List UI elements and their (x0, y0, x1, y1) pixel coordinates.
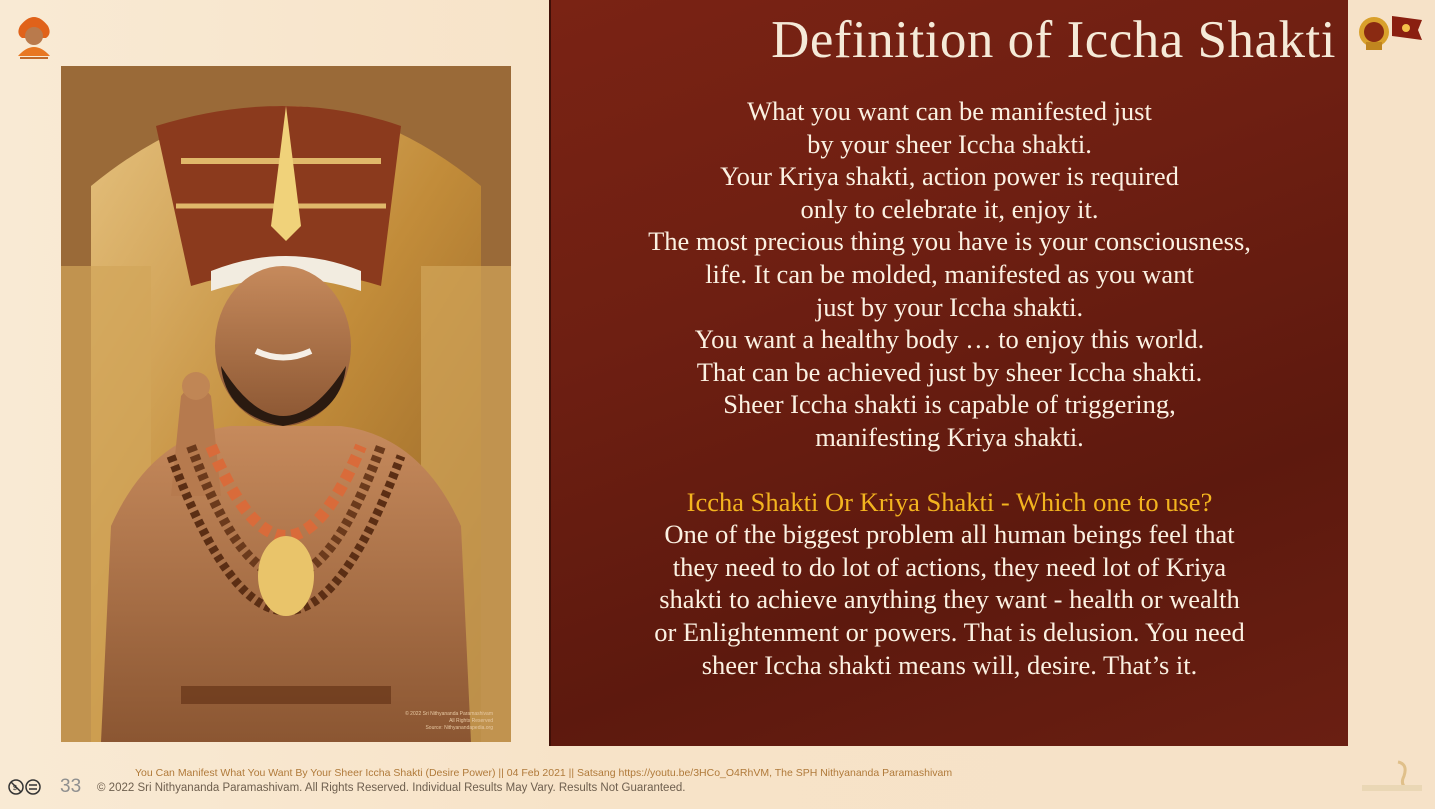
body-line: only to celebrate it, enjoy it. (800, 193, 1099, 224)
page-number: 33 (60, 776, 82, 797)
body-line: That can be achieved just by sheer Iccha shakti. (696, 356, 1203, 387)
sub-body-line: they need to do lot of actions, they need lot of Kriya (672, 551, 1227, 582)
photo-credit (403, 711, 493, 732)
guru-portrait-logo-icon (12, 8, 56, 60)
sub-body-line: or Enlightenment or powers. That is delusion. You need (654, 616, 1245, 647)
body-line: by your sheer Iccha shakti. (807, 128, 1092, 159)
paragraph-gap (551, 454, 1348, 486)
subheading: Iccha Shakti Or Kriya Shakti - Which one to use? (686, 486, 1213, 517)
body-line: manifesting Kriya shakti. (815, 421, 1084, 452)
body-line: just by your Iccha shakti. (815, 291, 1084, 322)
photo-credit-line: All Rights Reserved (449, 718, 493, 724)
no-derivatives-icon (8, 778, 42, 796)
body-line: You want a healthy body … to enjoy this world. (694, 324, 1205, 355)
slide-body (551, 95, 1348, 681)
svg-text:$: $ (13, 785, 17, 792)
body-line: Your Kriya shakti, action power is required (720, 161, 1179, 192)
footer-copyright: © 2022 Sri Nithyananda Paramashivam. All Rights Reserved. Individual Results May Vary. Results Not Guaranteed. (97, 782, 686, 794)
footer-caption: You Can Manifest What You Want By Your Sheer Iccha Shakti (Desire Power) || 04 Feb 2021 || Satsang https://youtu.be/3HCo_O4RhVM, The SPH Nithyananda Paramashivam (135, 767, 953, 779)
sub-body-line: sheer Iccha shakti means will, desire. That’s it. (701, 649, 1198, 680)
body-line: Sheer Iccha shakti is capable of triggering, (723, 389, 1176, 420)
text-panel (549, 0, 1348, 746)
kailasa-flag-logo-icon (1356, 8, 1424, 52)
photo-credit-line: © 2022 Sri Nithyananda Paramashivam (405, 711, 493, 717)
kailasa-logo-icon (1360, 758, 1424, 796)
sub-body-line: One of the biggest problem all human beings feel that (664, 519, 1235, 550)
photo-credit-line: Source: Nithyanandapedia.org (425, 725, 493, 731)
body-line: What you want can be manifested just (747, 96, 1152, 126)
guru-photo (61, 66, 511, 742)
slide-title: Definition of Iccha Shakti (771, 11, 1336, 69)
body-line: life. It can be molded, manifested as you want (705, 258, 1194, 289)
sub-body-line: shakti to achieve anything they want - health or wealth (659, 584, 1240, 615)
body-line: The most precious thing you have is your consciousness, (648, 226, 1251, 257)
